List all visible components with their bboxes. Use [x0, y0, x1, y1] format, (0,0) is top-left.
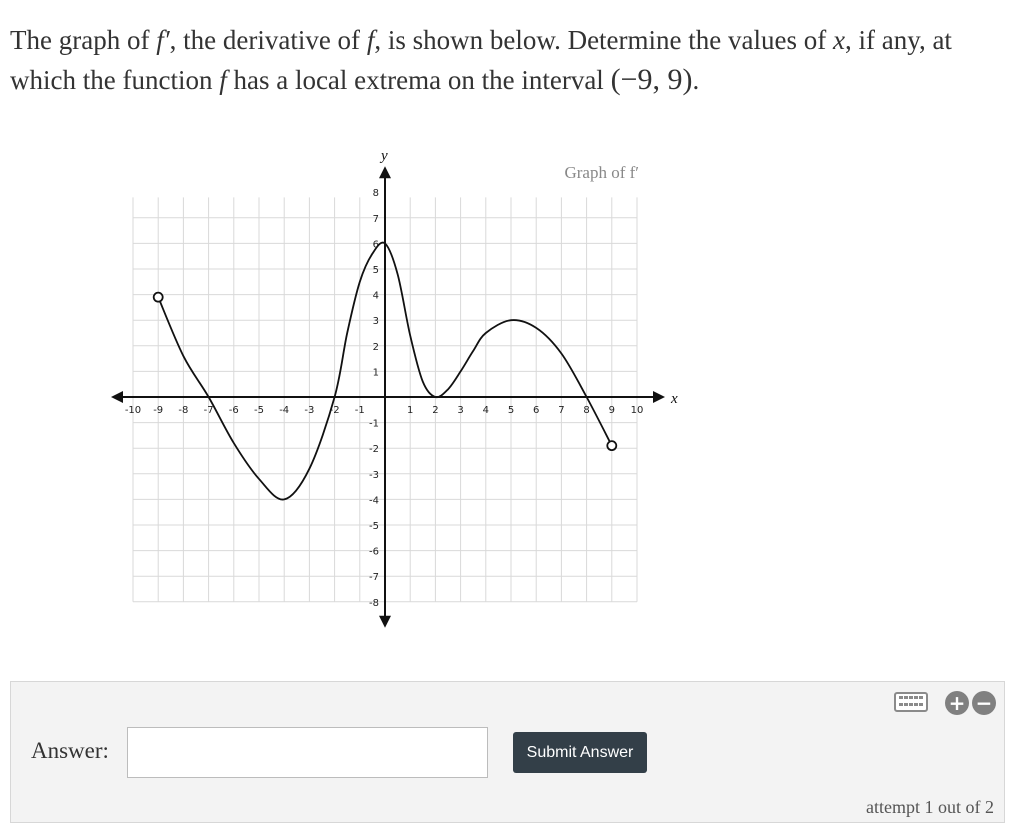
- math-interval: (−9, 9): [610, 63, 693, 96]
- y-tick-label: 3: [372, 316, 379, 328]
- attempt-counter: attempt 1 out of 2: [866, 797, 994, 817]
- open-endpoint: [607, 441, 616, 450]
- x-tick-label: -2: [329, 405, 340, 416]
- y-tick-label: 5: [372, 265, 379, 276]
- question-part: , is shown below. Determine the values of: [374, 25, 833, 55]
- y-tick-label: -6: [369, 546, 379, 558]
- x-axis-label: x: [671, 391, 678, 407]
- x-tick-label: 2: [432, 405, 439, 416]
- y-tick-label: -4: [369, 495, 379, 507]
- x-tick-label: 5: [507, 405, 515, 416]
- y-tick-label: -5: [369, 521, 379, 532]
- x-tick-label: 1: [407, 405, 414, 416]
- question-text: [10, 20, 1010, 100]
- y-tick-label: 4: [372, 290, 379, 302]
- x-tick-label: 8: [583, 405, 590, 416]
- answer-input[interactable]: [127, 727, 488, 778]
- y-axis-arrow-up: [379, 166, 391, 178]
- x-tick-label: -4: [279, 405, 290, 416]
- answer-panel: [10, 681, 1005, 823]
- y-tick-label: 6: [372, 239, 379, 251]
- x-axis-arrow-right: [653, 391, 665, 403]
- x-tick-label: 10: [630, 405, 644, 416]
- plus-circle-icon[interactable]: +: [945, 691, 969, 715]
- x-tick-label: 6: [533, 405, 540, 416]
- y-tick-label: -2: [369, 444, 379, 456]
- y-tick-label: 1: [372, 367, 379, 379]
- math-x: x: [832, 25, 845, 55]
- question-part: , if any, at which the function: [10, 25, 952, 95]
- graph-caption: Graph of f′: [564, 163, 639, 183]
- x-tick-label: -1: [354, 405, 365, 416]
- x-tick-label: -8: [178, 405, 189, 416]
- x-tick-label: -9: [153, 405, 164, 416]
- x-tick-label: 3: [457, 405, 464, 416]
- open-endpoint: [154, 293, 163, 302]
- math-f: f: [219, 65, 227, 95]
- submit-answer-button[interactable]: Submit Answer: [513, 732, 647, 773]
- y-tick-label: -1: [369, 418, 379, 430]
- question-part: .: [692, 65, 700, 95]
- y-tick-label: -7: [369, 572, 379, 584]
- keyboard-icon[interactable]: [894, 692, 928, 712]
- x-tick-label: -5: [254, 405, 264, 416]
- x-tick-label: 9: [608, 405, 615, 416]
- y-axis-label: y: [381, 148, 388, 165]
- x-tick-label: -6: [228, 405, 239, 416]
- math-fprime: f′: [156, 25, 170, 55]
- derivative-graph: [95, 140, 685, 640]
- minus-circle-icon[interactable]: −: [972, 691, 996, 715]
- question-part: , the derivative of: [169, 25, 367, 55]
- y-axis-arrow-down: [379, 616, 391, 628]
- x-tick-label: 7: [558, 405, 565, 416]
- x-axis-arrow-left: [111, 391, 123, 403]
- answer-label: Answer:: [31, 738, 109, 763]
- x-tick-label: -7: [203, 405, 214, 416]
- x-tick-label: -3: [304, 405, 315, 416]
- y-tick-label: 8: [372, 188, 379, 200]
- y-tick-label: 7: [372, 213, 379, 225]
- y-tick-label: -3: [369, 469, 379, 481]
- math-f: f: [366, 25, 375, 55]
- question-part: The graph of: [10, 25, 157, 55]
- question-part: has a local extrema on the interval: [226, 65, 611, 95]
- x-tick-label: -10: [124, 405, 142, 416]
- x-tick-label: 4: [482, 405, 489, 416]
- y-tick-label: -8: [369, 597, 379, 609]
- y-tick-label: 2: [372, 341, 379, 353]
